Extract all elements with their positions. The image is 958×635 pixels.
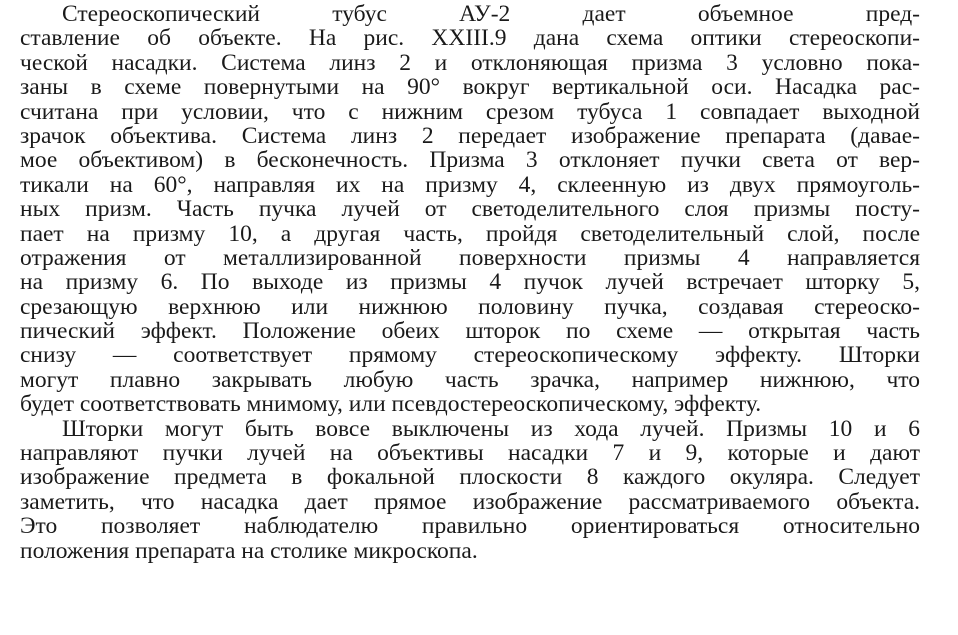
text-line: пический эффект. Положение обеих шторок по схеме — открытая часть <box>20 319 920 344</box>
text-line: тикали на 60°, направляя их на призму 4, склеенную из двух прямоуголь- <box>20 172 920 198</box>
text-line: считана при условии, что с нижним срезом тубуса 1 совпадает выходной <box>20 99 920 124</box>
text-line: пает на призму 10, а другая часть, пройдя светоделительный слой, после <box>20 221 920 246</box>
text-line: на призму 6. По выходе из призмы 4 пучок лучей встречает шторку 5, <box>20 270 920 295</box>
text-line: отражения от металлизированной поверхности призмы 4 направляется <box>20 245 920 271</box>
text-line: ческой насадки. Система линз 2 и отклоняющая призма 3 условно пока- <box>20 50 920 76</box>
text-line: снизу — соответствует прямому стереоскопическому эффекту. Шторки <box>20 343 920 368</box>
text-line: зрачок объектива. Система линз 2 передает изображение препарата (давае- <box>20 123 920 149</box>
text-line: ных призм. Часть пучка лучей от светоделительного слоя призмы посту- <box>20 197 920 222</box>
document-page <box>20 2 920 632</box>
text-line: направляют пучки лучей на объективы насадки 7 и 9, которые и дают <box>20 441 920 466</box>
text-line: заны в схеме повернутыми на 90° вокруг вертикальной оси. Насадка рас- <box>20 75 920 100</box>
text-line: заметить, что насадка дает прямое изображение рассматриваемого объекта. <box>20 489 920 515</box>
text-line: будет соответствовать мнимому, или псевдостереоскопическому, эффекту. <box>20 392 762 417</box>
text-line: срезающую верхнюю или нижнюю половину пучка, создавая стереоско- <box>20 294 920 320</box>
text-line: мое объективом) в бесконечность. Призма 3 отклоняет пучки света от вер- <box>20 148 920 173</box>
text-line: положения препарата на столике микроскопа. <box>20 538 478 563</box>
text-line: могут плавно закрывать любую часть зрачка, например нижнюю, что <box>20 367 920 393</box>
text-line: изображение предмета в фокальной плоскости 8 каждого окуляра. Следует <box>20 465 920 490</box>
text-line: Стереоскопический тубус АУ-2 дает объемное пред- <box>62 2 920 27</box>
text-line: ставление об объекте. На рис. XXIII.9 дана схема оптики стереоскопи- <box>20 26 920 51</box>
text-line: Шторки могут быть вовсе выключены из хода лучей. Призмы 10 и 6 <box>62 416 920 442</box>
text-line: Это позволяет наблюдателю правильно ориентироваться относительно <box>20 514 920 539</box>
